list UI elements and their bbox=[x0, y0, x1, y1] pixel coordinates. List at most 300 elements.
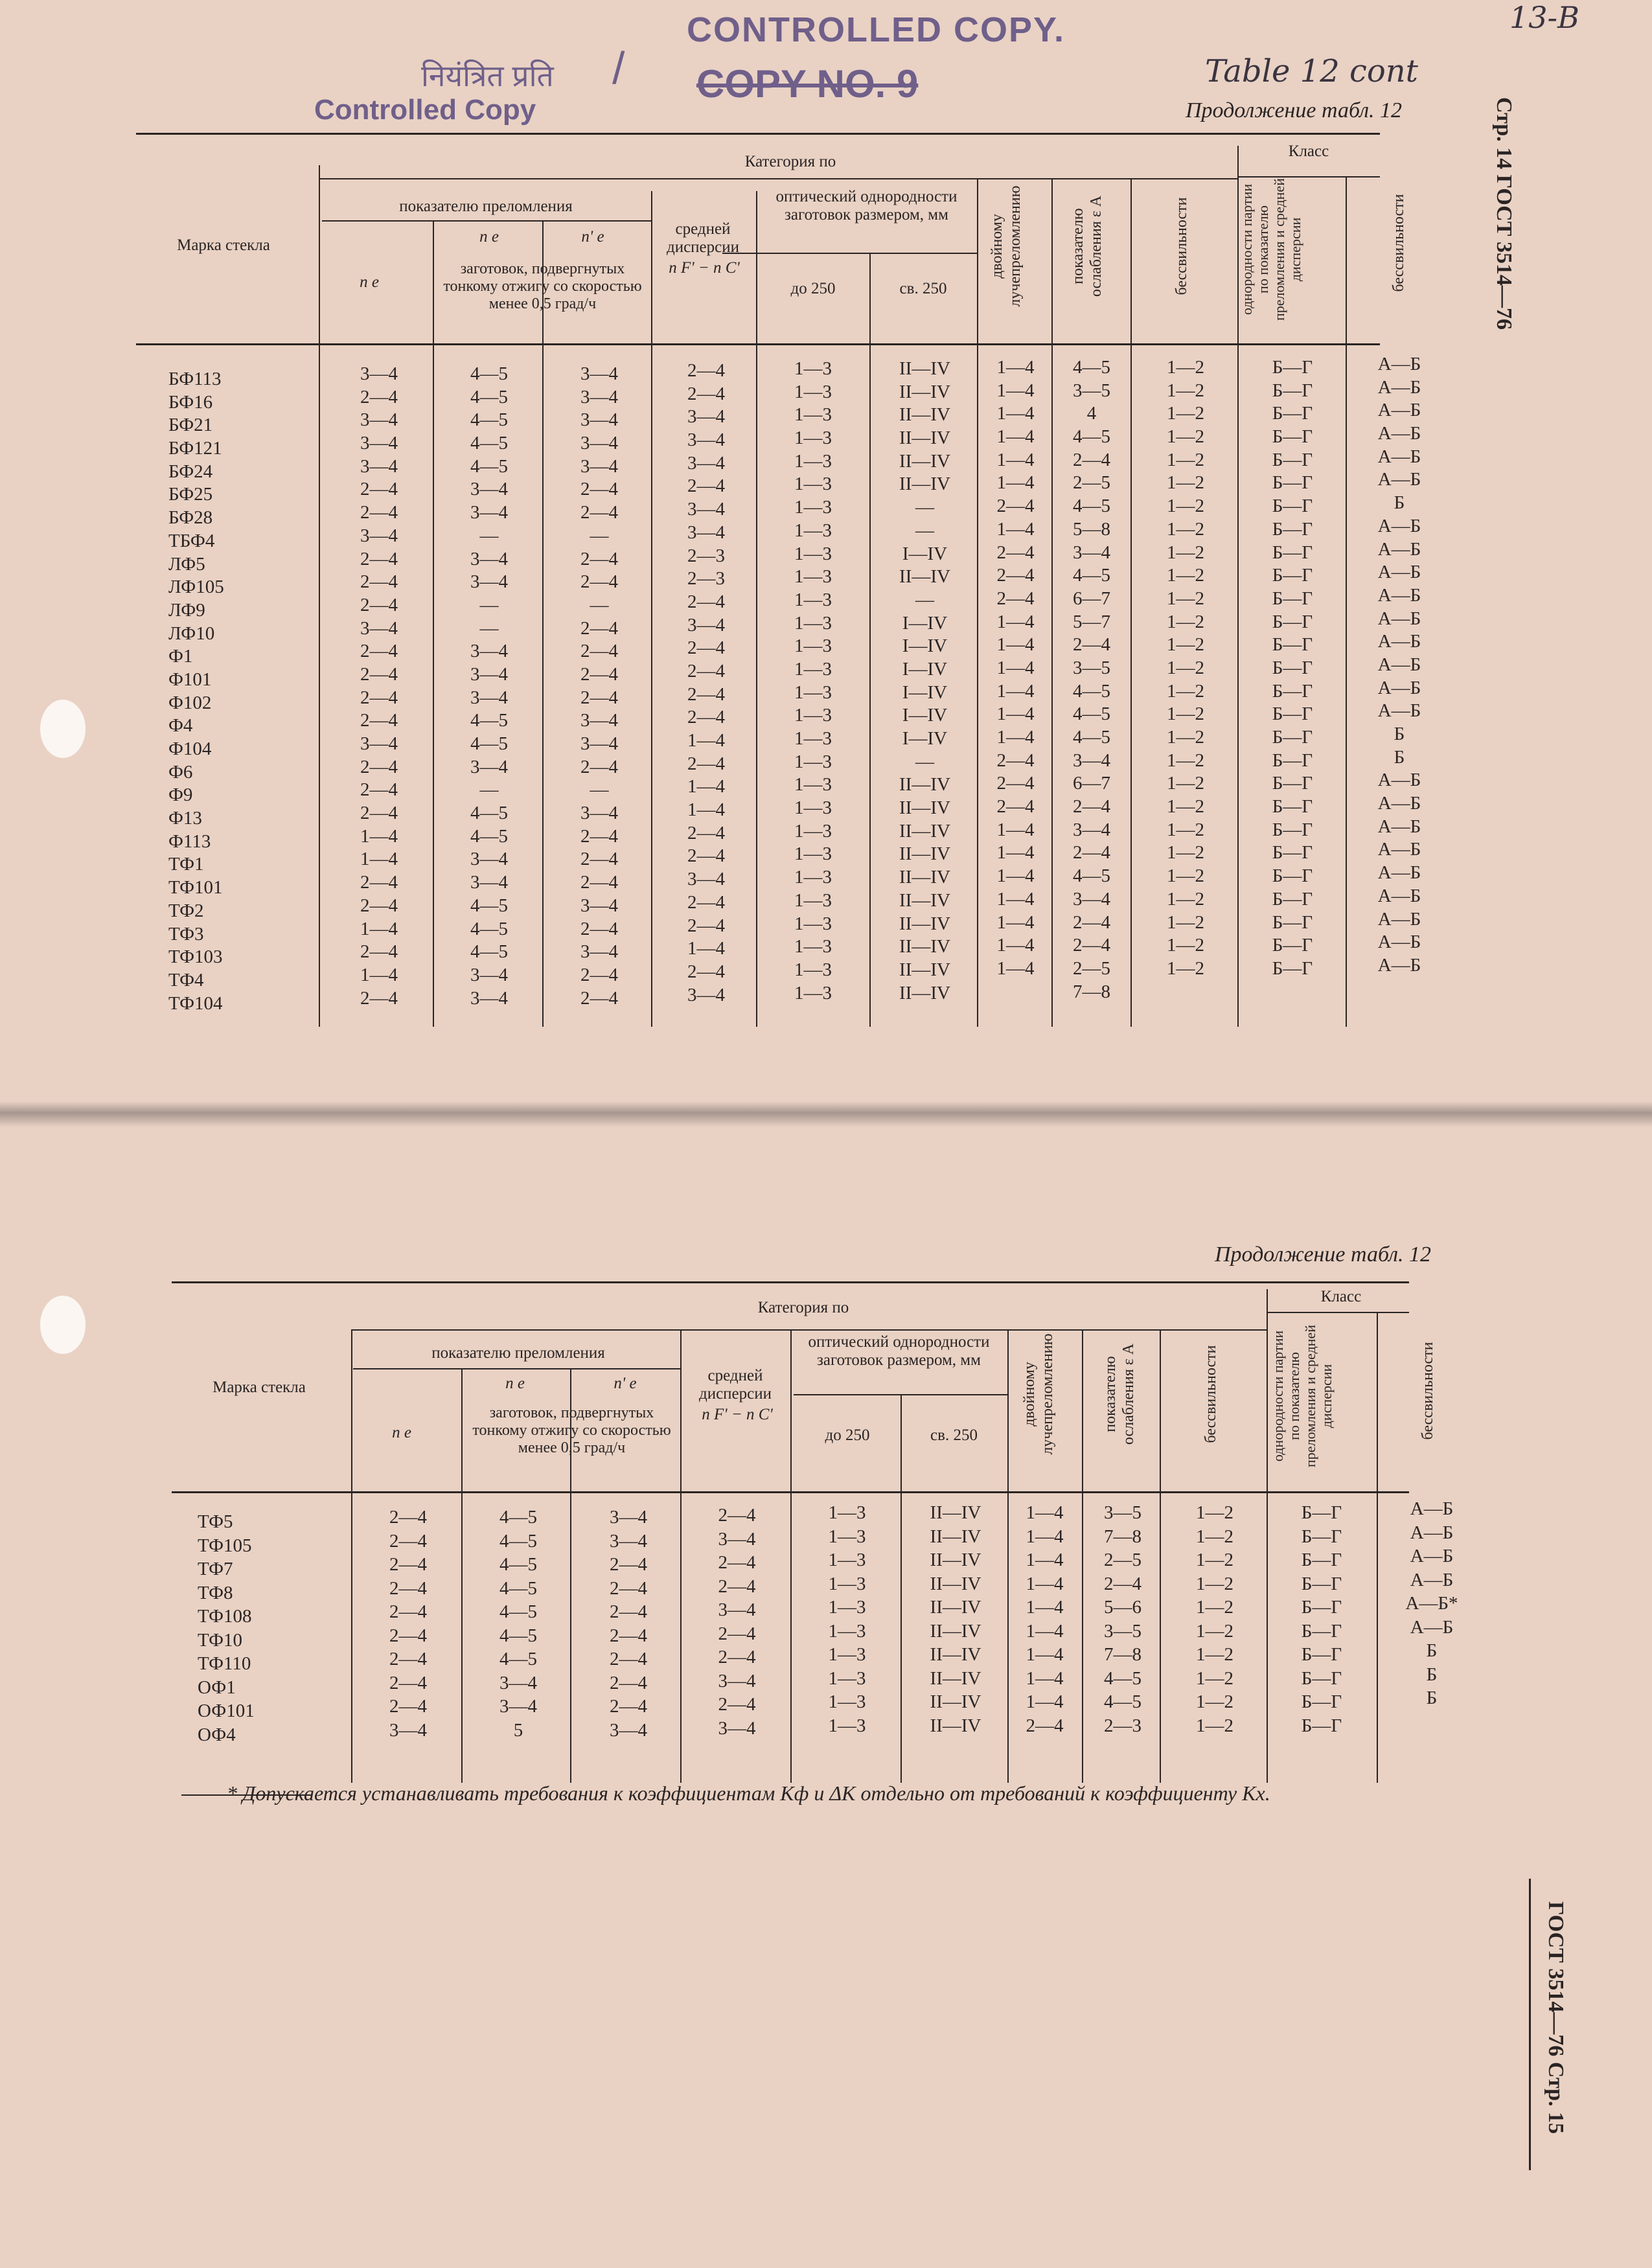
table-cell: 1—3 bbox=[794, 774, 832, 796]
table-cell: 2—4 bbox=[1073, 911, 1110, 933]
table-cell: II—IV bbox=[930, 1691, 981, 1712]
table-cell: 2—4 bbox=[1073, 935, 1110, 956]
table-cell: А—Б bbox=[1377, 354, 1421, 374]
table-cell: 4—5 bbox=[470, 918, 508, 939]
table-cell: А—Б* bbox=[1405, 1593, 1458, 1614]
table-cell: 3—5 bbox=[1073, 380, 1110, 401]
table-cell: 4—5 bbox=[499, 1507, 537, 1528]
table-cell: 1—2 bbox=[1167, 819, 1204, 840]
table-cell: 4—5 bbox=[499, 1530, 537, 1552]
table-cell: 5—7 bbox=[1073, 611, 1110, 632]
table-cell: II—IV bbox=[930, 1502, 981, 1523]
table-cell: II—IV bbox=[899, 959, 950, 980]
table-cell: 1—3 bbox=[794, 705, 832, 726]
table-cell: 2—4 bbox=[389, 1649, 427, 1669]
table-cell: 1—3 bbox=[794, 450, 832, 472]
table-cell: 3—4 bbox=[580, 733, 618, 754]
table-cell: Б—Г bbox=[1301, 1550, 1342, 1570]
table-cell: 1—2 bbox=[1196, 1667, 1233, 1689]
col-header-klass-2: Класс bbox=[1320, 1288, 1362, 1305]
table-cell: 2—4 bbox=[580, 756, 618, 777]
table-cell: ТФ105 bbox=[198, 1535, 252, 1556]
table-cell: 7—8 bbox=[1073, 981, 1110, 1002]
table-cell: 2—4 bbox=[360, 502, 398, 523]
table-cell: 4—5 bbox=[1104, 1667, 1141, 1689]
table-cell: 4—5 bbox=[499, 1577, 537, 1599]
col-header-homog-class-2: однородности партии по показателю преломления и средней дисперсии bbox=[1270, 1325, 1335, 1467]
table-cell: 2—5 bbox=[1073, 472, 1110, 494]
table-cell: 4—5 bbox=[470, 710, 508, 731]
table-cell: Б—Г bbox=[1272, 957, 1313, 979]
column-glass-names bbox=[168, 368, 285, 1015]
table-cell: 2—4 bbox=[580, 872, 618, 893]
table-cell: I—IV bbox=[902, 636, 948, 657]
table-cell: 1—4 bbox=[360, 825, 398, 847]
table-cell: 1—2 bbox=[1167, 588, 1204, 609]
table-cell: 1—4 bbox=[1026, 1573, 1064, 1594]
column-glass-names-2 bbox=[198, 1511, 314, 1747]
table-cell: 1—3 bbox=[828, 1550, 866, 1570]
table-cell: Б—Г bbox=[1301, 1526, 1342, 1547]
table-cell: 2—4 bbox=[996, 496, 1035, 517]
table-cell: БФ16 bbox=[168, 391, 213, 413]
table-cell: 3—4 bbox=[1073, 542, 1110, 563]
table-cell: Б—Г bbox=[1301, 1667, 1342, 1689]
column-ne-annealed bbox=[447, 363, 531, 1010]
column-attenuation-2 bbox=[1087, 1502, 1158, 1738]
table-cell: 1—2 bbox=[1167, 727, 1204, 748]
table-cell: Б—Г bbox=[1272, 542, 1313, 563]
table-cell: 2—4 bbox=[718, 1694, 756, 1715]
column-upto250-2 bbox=[803, 1502, 891, 1738]
hindi-stamp: नियंत्रित प्रति bbox=[421, 59, 554, 93]
table-cell: 3—4 bbox=[718, 1599, 756, 1620]
table-cell: I—IV bbox=[902, 705, 948, 726]
col-header-attenuation: показателю ослабления ε A bbox=[1070, 195, 1105, 297]
table-cell: 3—4 bbox=[687, 984, 725, 1005]
table-cell: Б—Г bbox=[1272, 911, 1313, 933]
side-rule bbox=[1529, 1879, 1531, 2170]
table-cell: 1—3 bbox=[794, 913, 832, 934]
table-cell: 4—5 bbox=[1073, 496, 1110, 517]
table-cell: А—Б bbox=[1410, 1569, 1454, 1590]
table-cell: 2—4 bbox=[610, 1577, 647, 1599]
table-cell: 1—4 bbox=[996, 727, 1035, 748]
table-cell: 2—4 bbox=[580, 964, 618, 985]
table-cell: 3—4 bbox=[360, 733, 398, 754]
table-cell: 4—5 bbox=[499, 1625, 537, 1646]
table-cell: 1—4 bbox=[996, 518, 1035, 540]
table-cell: 2—4 bbox=[996, 750, 1035, 771]
table-cell: II—IV bbox=[899, 982, 950, 1003]
table-cell: — bbox=[915, 520, 934, 541]
table-cell: 7—8 bbox=[1104, 1526, 1141, 1547]
table-cell: 2—4 bbox=[580, 849, 618, 870]
table-cell: 1—4 bbox=[687, 799, 725, 821]
table-cell: ТБФ4 bbox=[168, 530, 215, 551]
table-cell: 1—3 bbox=[794, 497, 832, 518]
table-cell: 1—4 bbox=[687, 776, 725, 797]
table-cell: 1—2 bbox=[1167, 657, 1204, 678]
table-cell: Б—Г bbox=[1301, 1573, 1342, 1594]
col-header-marka-2: Марка стекла bbox=[212, 1379, 306, 1396]
table-cell: 1—3 bbox=[794, 843, 832, 865]
column-bubbles-class bbox=[1354, 353, 1445, 1000]
table-cell: 2—4 bbox=[389, 1554, 427, 1575]
table-cell: 2—4 bbox=[718, 1505, 756, 1526]
table-cell: 1—4 bbox=[996, 865, 1035, 887]
table-cell: БФ121 bbox=[168, 438, 222, 459]
table-cell: ТФ1 bbox=[168, 854, 204, 875]
table-cell: 2—4 bbox=[687, 383, 725, 404]
table-cell: 1—2 bbox=[1167, 935, 1204, 956]
column-mean-disp-2 bbox=[693, 1504, 781, 1741]
table-cell: ТФ104 bbox=[168, 992, 223, 1014]
table-cell: II—IV bbox=[930, 1644, 981, 1665]
table-cell: 1—3 bbox=[794, 728, 832, 749]
table-cell: А—Б bbox=[1377, 770, 1421, 791]
table-cell: 2—4 bbox=[610, 1554, 647, 1575]
table-cell: 1—4 bbox=[996, 957, 1035, 979]
table-cell: ТФ4 bbox=[168, 969, 204, 991]
table-cell: 3—4 bbox=[687, 430, 725, 451]
table-cell: 3—4 bbox=[499, 1696, 537, 1717]
stamp-slash: / bbox=[612, 43, 625, 93]
table-cell: Б—Г bbox=[1272, 472, 1313, 494]
column-over250-2 bbox=[907, 1502, 1004, 1738]
top-side-header: Стр. 14 ГОСТ 3514—76 bbox=[1492, 97, 1516, 330]
table-cell: 2—4 bbox=[1073, 449, 1110, 470]
table-cell: 2—4 bbox=[687, 660, 725, 682]
table-cell: 2—5 bbox=[1104, 1550, 1141, 1570]
table-cell: 2—4 bbox=[1104, 1573, 1141, 1594]
table-cell: Б—Г bbox=[1301, 1715, 1342, 1736]
table-cell: БФ28 bbox=[168, 507, 213, 529]
table-cell: II—IV bbox=[899, 404, 950, 426]
table-cell: А—Б bbox=[1377, 400, 1421, 421]
col-header-homog-class: однородности партии по показателю преломления и средней дисперсии bbox=[1239, 178, 1303, 321]
table-cell: 1—2 bbox=[1167, 888, 1204, 910]
table-cell: 1—4 bbox=[1026, 1597, 1064, 1618]
table-cell: 2—4 bbox=[580, 987, 618, 1009]
table-cell: 1—2 bbox=[1167, 496, 1204, 517]
table-cell: 2—4 bbox=[996, 542, 1035, 563]
table-cell: 3—4 bbox=[580, 433, 618, 454]
table-cell: 2—4 bbox=[580, 571, 618, 593]
table-cell: Б—Г bbox=[1272, 865, 1313, 887]
table-cell: 3—4 bbox=[718, 1717, 756, 1739]
table-cell: — bbox=[590, 525, 609, 546]
table-cell: ТФ101 bbox=[168, 877, 223, 899]
col-header-upto250-2: до 250 bbox=[825, 1426, 870, 1444]
table-cell: 1—4 bbox=[1026, 1526, 1064, 1547]
table-cell: 2—3 bbox=[687, 545, 725, 566]
table-cell: 1—2 bbox=[1167, 380, 1204, 401]
table-cell: 1—3 bbox=[794, 520, 832, 541]
table-cell: 3—4 bbox=[470, 687, 508, 708]
table-cell: 3—4 bbox=[687, 499, 725, 520]
table-cell: 1—3 bbox=[794, 566, 832, 588]
table-cell: 4—5 bbox=[1073, 426, 1110, 448]
col-header-marka: Марка стекла bbox=[177, 236, 270, 254]
col-header-mean-disp: средней дисперсии bbox=[666, 220, 740, 256]
column-birefringence bbox=[981, 356, 1050, 1003]
col-header-ne: n e bbox=[360, 273, 379, 291]
table-cell: 1—2 bbox=[1167, 634, 1204, 656]
bottom-side-footer: ГОСТ 3514—76 Стр. 15 bbox=[1544, 1901, 1568, 2135]
table-cell: 1—4 bbox=[996, 657, 1035, 678]
table-cell: А—Б bbox=[1377, 862, 1421, 884]
table-cell: 4—5 bbox=[1073, 865, 1110, 887]
table-cell: 2—4 bbox=[389, 1672, 427, 1693]
table-cell: Б—Г bbox=[1301, 1691, 1342, 1712]
table-cell: 3—4 bbox=[1073, 888, 1110, 910]
table-cell: А—Б bbox=[1377, 908, 1421, 930]
table-cell: II—IV bbox=[930, 1620, 981, 1642]
table-cell: 1—3 bbox=[794, 982, 832, 1003]
table-cell: 2—4 bbox=[610, 1672, 647, 1693]
table-cell: 1—2 bbox=[1196, 1715, 1233, 1736]
table-cell: 1—2 bbox=[1167, 911, 1204, 933]
table-cell: Ф102 bbox=[168, 692, 212, 713]
table-cell: 1—3 bbox=[794, 658, 832, 680]
table-cell: 5 bbox=[513, 1719, 523, 1741]
table-cell: Б bbox=[1426, 1688, 1438, 1708]
table-cell: Ф9 bbox=[168, 785, 193, 806]
table-cell: 2—4 bbox=[580, 825, 618, 847]
table-cell: 2—4 bbox=[718, 1647, 756, 1667]
table-cell: ТФ8 bbox=[198, 1582, 233, 1603]
table-cell: 2—4 bbox=[687, 591, 725, 612]
table-cell: 1—4 bbox=[360, 849, 398, 870]
table-cell: Ф1 bbox=[168, 646, 193, 667]
table-cell: ЛФ105 bbox=[168, 577, 224, 598]
table-cell: 3—4 bbox=[470, 571, 508, 593]
table-cell: II—IV bbox=[899, 889, 950, 911]
table-cell: 4—5 bbox=[499, 1649, 537, 1669]
table-cell: 4—5 bbox=[470, 409, 508, 431]
table-cell: 4—5 bbox=[470, 455, 508, 477]
col-header-ne-prime: n' e bbox=[581, 228, 604, 246]
table-cell: I—IV bbox=[902, 612, 948, 634]
table-cell: Б—Г bbox=[1272, 842, 1313, 864]
table-cell: 1—3 bbox=[794, 820, 832, 842]
column-homog-class-2 bbox=[1276, 1502, 1367, 1738]
table-cell: Б—Г bbox=[1272, 518, 1313, 540]
table-cell: БФ113 bbox=[168, 369, 222, 389]
table-cell: Б bbox=[1426, 1640, 1438, 1661]
table-cell: Б bbox=[1394, 746, 1405, 768]
table-cell: — bbox=[590, 594, 609, 615]
table-cell: 2—5 bbox=[1073, 957, 1110, 979]
table-cell: 1—2 bbox=[1167, 426, 1204, 448]
table-cell: 1—4 bbox=[996, 935, 1035, 956]
table-cell: 1—3 bbox=[828, 1597, 866, 1618]
table-cell: А—Б bbox=[1377, 423, 1421, 444]
table-cell: 3—4 bbox=[360, 363, 398, 384]
col-header-attenuation-2: показателю ослабления ε A bbox=[1102, 1343, 1137, 1445]
table-cell: 4—5 bbox=[470, 433, 508, 454]
table-cell: 1—3 bbox=[794, 889, 832, 911]
col-header-ne-prime-2: n' e bbox=[614, 1375, 637, 1392]
table-cell: 2—4 bbox=[687, 637, 725, 659]
table-cell: А—Б bbox=[1410, 1616, 1454, 1638]
col-header-mean-disp-formula-2: n F' − n C' bbox=[702, 1406, 773, 1423]
table-cell: II—IV bbox=[899, 450, 950, 472]
col-header-klass: Класс bbox=[1288, 143, 1329, 160]
table-cell: 2—4 bbox=[360, 548, 398, 569]
col-header-bubbles-2: бессвильности bbox=[1202, 1345, 1219, 1443]
table-cell: Б—Г bbox=[1272, 449, 1313, 470]
table-cell: 3—4 bbox=[580, 386, 618, 407]
table-cell: А—Б bbox=[1377, 839, 1421, 860]
table-cell: 2—4 bbox=[687, 683, 725, 705]
table-cell: 7—8 bbox=[1104, 1644, 1141, 1665]
table-cell: 2—4 bbox=[360, 941, 398, 963]
table-cell: 1—2 bbox=[1167, 842, 1204, 864]
table-cell: 4—5 bbox=[1073, 565, 1110, 586]
table-cell: А—Б bbox=[1410, 1498, 1454, 1519]
table-cell: 1—4 bbox=[996, 680, 1035, 702]
table-cell: Б—Г bbox=[1272, 380, 1313, 401]
table-cell: II—IV bbox=[899, 381, 950, 402]
table-cell: 2—4 bbox=[360, 872, 398, 893]
column-ne bbox=[337, 363, 421, 1010]
table-cell: 1—3 bbox=[828, 1620, 866, 1642]
table-cell: 3—4 bbox=[687, 614, 725, 636]
table-cell: ТФ2 bbox=[168, 900, 204, 921]
table-cell: 4—5 bbox=[470, 941, 508, 963]
table-cell: 1—4 bbox=[996, 704, 1035, 725]
table-cell: ОФ101 bbox=[198, 1701, 255, 1721]
table-cell: II—IV bbox=[899, 474, 950, 495]
table-cell: Б bbox=[1394, 492, 1405, 514]
table-cell: 2—4 bbox=[389, 1507, 427, 1528]
table-cell: 1—3 bbox=[794, 936, 832, 957]
table-cell: 1—4 bbox=[687, 938, 725, 959]
table-cell: БФ25 bbox=[168, 484, 213, 505]
table-cell: II—IV bbox=[899, 774, 950, 796]
table-cell: 2—4 bbox=[687, 753, 725, 774]
column-bubbles-class-2 bbox=[1386, 1498, 1477, 1734]
table-cell: 2—4 bbox=[996, 565, 1035, 586]
table-cell: 3—4 bbox=[1073, 819, 1110, 840]
punch-hole-bottom bbox=[40, 1296, 86, 1354]
table-cell: 3—4 bbox=[470, 641, 508, 662]
table-cell: Ф4 bbox=[168, 715, 193, 737]
column-bubbles bbox=[1140, 356, 1231, 1003]
table-cell: Ф6 bbox=[168, 761, 193, 783]
table-cell: 2—4 bbox=[687, 915, 725, 936]
table-cell: 1—4 bbox=[996, 426, 1035, 448]
table-cell: 2—4 bbox=[389, 1601, 427, 1622]
table-cell: — bbox=[479, 779, 499, 801]
table-cell: 4—5 bbox=[499, 1601, 537, 1622]
table-cell: А—Б bbox=[1377, 885, 1421, 906]
table-cell: Б—Г bbox=[1272, 773, 1313, 794]
table-cell: 2—4 bbox=[360, 571, 398, 593]
column-birefringence-2 bbox=[1011, 1502, 1079, 1738]
table-cell: 1—3 bbox=[828, 1502, 866, 1523]
table-cell: II—IV bbox=[930, 1597, 981, 1618]
column-over250 bbox=[878, 358, 972, 1005]
table-cell: 1—4 bbox=[996, 888, 1035, 910]
table-cell: 1—4 bbox=[1026, 1644, 1064, 1665]
table-cell: А—Б bbox=[1377, 608, 1421, 629]
column-ne-2 bbox=[366, 1506, 450, 1743]
table-cell: 1—2 bbox=[1167, 449, 1204, 470]
table-cell: — bbox=[590, 779, 609, 801]
table-cell: Ф101 bbox=[168, 669, 212, 690]
table-cell: II—IV bbox=[899, 867, 950, 888]
table-cell: А—Б bbox=[1377, 954, 1421, 976]
table-cell: А—Б bbox=[1377, 562, 1421, 583]
table-cell: 2—4 bbox=[687, 845, 725, 867]
table-cell bbox=[1354, 978, 1445, 1001]
table-cell: 3—4 bbox=[580, 803, 618, 824]
table-cell: 1—3 bbox=[828, 1691, 866, 1712]
table-cell: 2—4 bbox=[389, 1625, 427, 1646]
footnote: * Допускается устанавливать требования к коэффициентам Kф и ΔK отдельно от требований к коэффициенту Kх. bbox=[227, 1781, 1270, 1805]
table-cell: 3—4 bbox=[470, 502, 508, 523]
col-header-category: Категория по bbox=[744, 153, 836, 170]
table-cell: 5—8 bbox=[1073, 518, 1110, 540]
bottom-continuation-caption: Продолжение табл. 12 bbox=[1215, 1243, 1432, 1266]
table-cell: 1—2 bbox=[1167, 750, 1204, 771]
controlled-copy-stamp: CONTROLLED COPY. bbox=[687, 10, 1066, 49]
table-cell: 1—4 bbox=[996, 819, 1035, 840]
table-cell: 1—3 bbox=[828, 1526, 866, 1547]
table-cell: 1—2 bbox=[1196, 1573, 1233, 1594]
table-cell: 2—4 bbox=[1026, 1715, 1064, 1736]
table-cell: 1—3 bbox=[794, 404, 832, 426]
table-cell: 3—4 bbox=[360, 617, 398, 639]
table-cell: А—Б bbox=[1377, 469, 1421, 490]
table-cell: I—IV bbox=[902, 658, 948, 680]
table-cell: II—IV bbox=[930, 1526, 981, 1547]
table-cell: 3—4 bbox=[499, 1672, 537, 1693]
col-header-optical-homog-2: оптический однородности заготовок размером, мм bbox=[808, 1333, 990, 1369]
table-cell: А—Б bbox=[1377, 376, 1421, 398]
table-cell: Б—Г bbox=[1272, 611, 1313, 632]
table-cell: 3—4 bbox=[580, 710, 618, 731]
table-cell: 2—4 bbox=[360, 663, 398, 685]
table-cell: 3—4 bbox=[580, 455, 618, 477]
table-cell: А—Б bbox=[1377, 538, 1421, 560]
table-cell bbox=[981, 981, 1050, 1004]
table-cell: Б—Г bbox=[1272, 403, 1313, 424]
table-cell: 3—4 bbox=[718, 1528, 756, 1550]
table-cell: 3—4 bbox=[580, 941, 618, 963]
table-cell: Б—Г bbox=[1301, 1502, 1342, 1523]
table-cell: Б—Г bbox=[1272, 888, 1313, 910]
table-cell: 3—4 bbox=[610, 1719, 647, 1741]
table-cell: II—IV bbox=[899, 566, 950, 588]
table-cell: 3—4 bbox=[687, 452, 725, 474]
table-cell: 3—4 bbox=[610, 1530, 647, 1552]
table-cell: Б—Г bbox=[1301, 1644, 1342, 1665]
table-cell: II—IV bbox=[899, 797, 950, 819]
table-cell: 3—4 bbox=[687, 406, 725, 428]
table-cell: А—Б bbox=[1377, 793, 1421, 814]
handwritten-table-note: Table 12 cont bbox=[1205, 53, 1418, 89]
table-cell: 4—5 bbox=[470, 803, 508, 824]
col-header-ne-annealed: n e bbox=[479, 228, 499, 246]
table-cell: 4—5 bbox=[470, 825, 508, 847]
table-cell: 2—4 bbox=[687, 891, 725, 913]
table-cell: А—Б bbox=[1377, 446, 1421, 467]
table-cell: 2—4 bbox=[1073, 796, 1110, 818]
